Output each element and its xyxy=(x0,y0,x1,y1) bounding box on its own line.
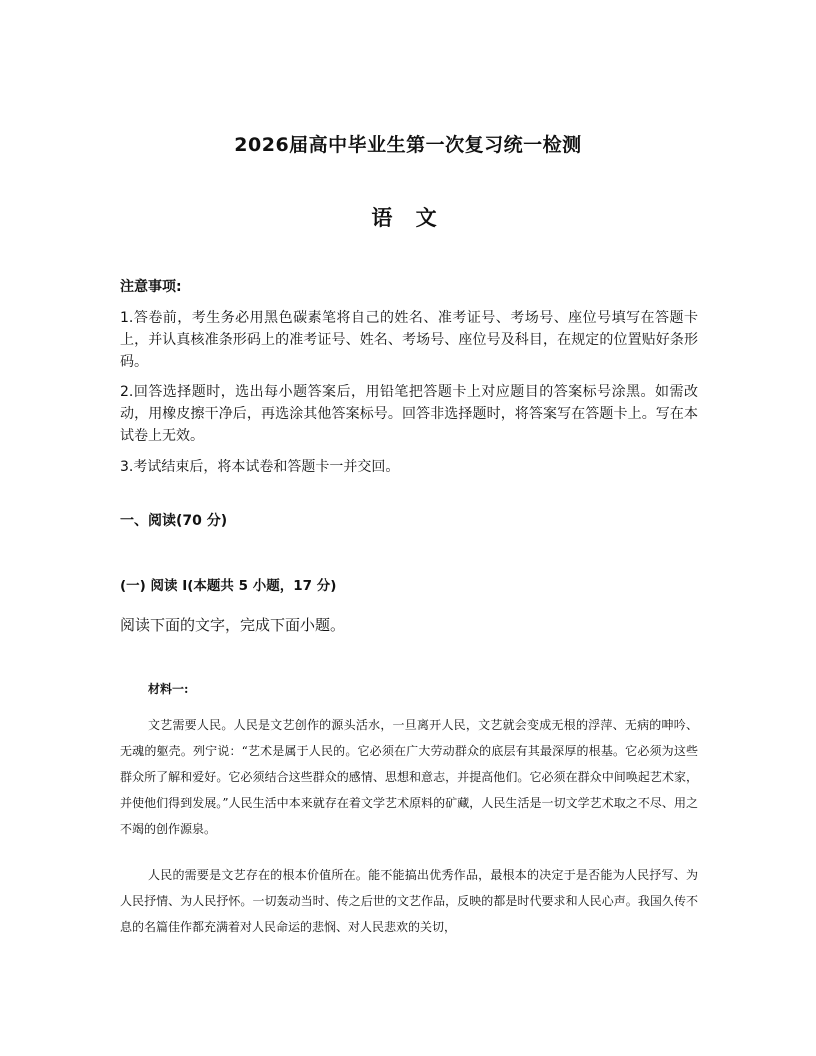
material-label: 材料一: xyxy=(148,682,189,696)
passage-paragraph: 人民的需要是文艺存在的根本价值所在。能不能搞出优秀作品，最根本的决定于是否能为人民抒写、为人民抒情、为人民抒怀。一切轰动当时、传之后世的文艺作品，反映的都是时代要求和人民心声。我国久传不息的名篇佳作都充满着对人民命运的悲悯、对人民悲欢的关切， xyxy=(120,868,698,934)
notice-item-2: 2.回答选择题时，选出每小题答案后，用铅笔把答题卡上对应题目的答案标号涂黑。如需改动，用橡皮擦干净后，再选涂其他答案标号。回答非选择题时，将答案写在答题卡上。写在本试卷上无效。 xyxy=(120,384,698,444)
passage-paragraph: 文艺需要人民。人民是文艺创作的源头活水，一旦离开人民，文艺就会变成无根的浮萍、无病的呻吟、无魂的躯壳。列宁说：“艺术是属于人民的。它必须在广大劳动群众的底层有其最深厚的根基。它必须为这些群众所了解和爱好。它必须结合这些群众的感情、思想和意志，并提高他们。它必须在群众中间唤起艺术家，并使他们得到发展。”人民生活中本来就存在着文学艺术原料的矿藏，人民生活是一切文学艺术取之不尽、用之不竭的创作源泉。 xyxy=(120,718,698,836)
sub-section-heading: (一) 阅读 I(本题共 5 小题，17 分) xyxy=(120,578,337,594)
notice-item-1: 1.答卷前，考生务必用黑色碳素笔将自己的姓名、准考证号、考场号、座位号填写在答题卡上，并认真核准条形码上的准考证号、姓名、考场号、座位号及科目，在规定的位置贴好条形码。 xyxy=(120,310,698,370)
notice-heading: 注意事项: xyxy=(120,279,182,295)
section-heading: 一、阅读(70 分) xyxy=(120,513,228,529)
exam-title: 2026届高中毕业生第一次复习统一检测 xyxy=(234,134,582,156)
notice-item-3: 3.考试结束后，将本试卷和答题卡一并交回。 xyxy=(120,459,400,475)
reading-instruction: 阅读下面的文字，完成下面小题。 xyxy=(120,616,346,634)
subject-title: 语 文 xyxy=(371,206,445,230)
